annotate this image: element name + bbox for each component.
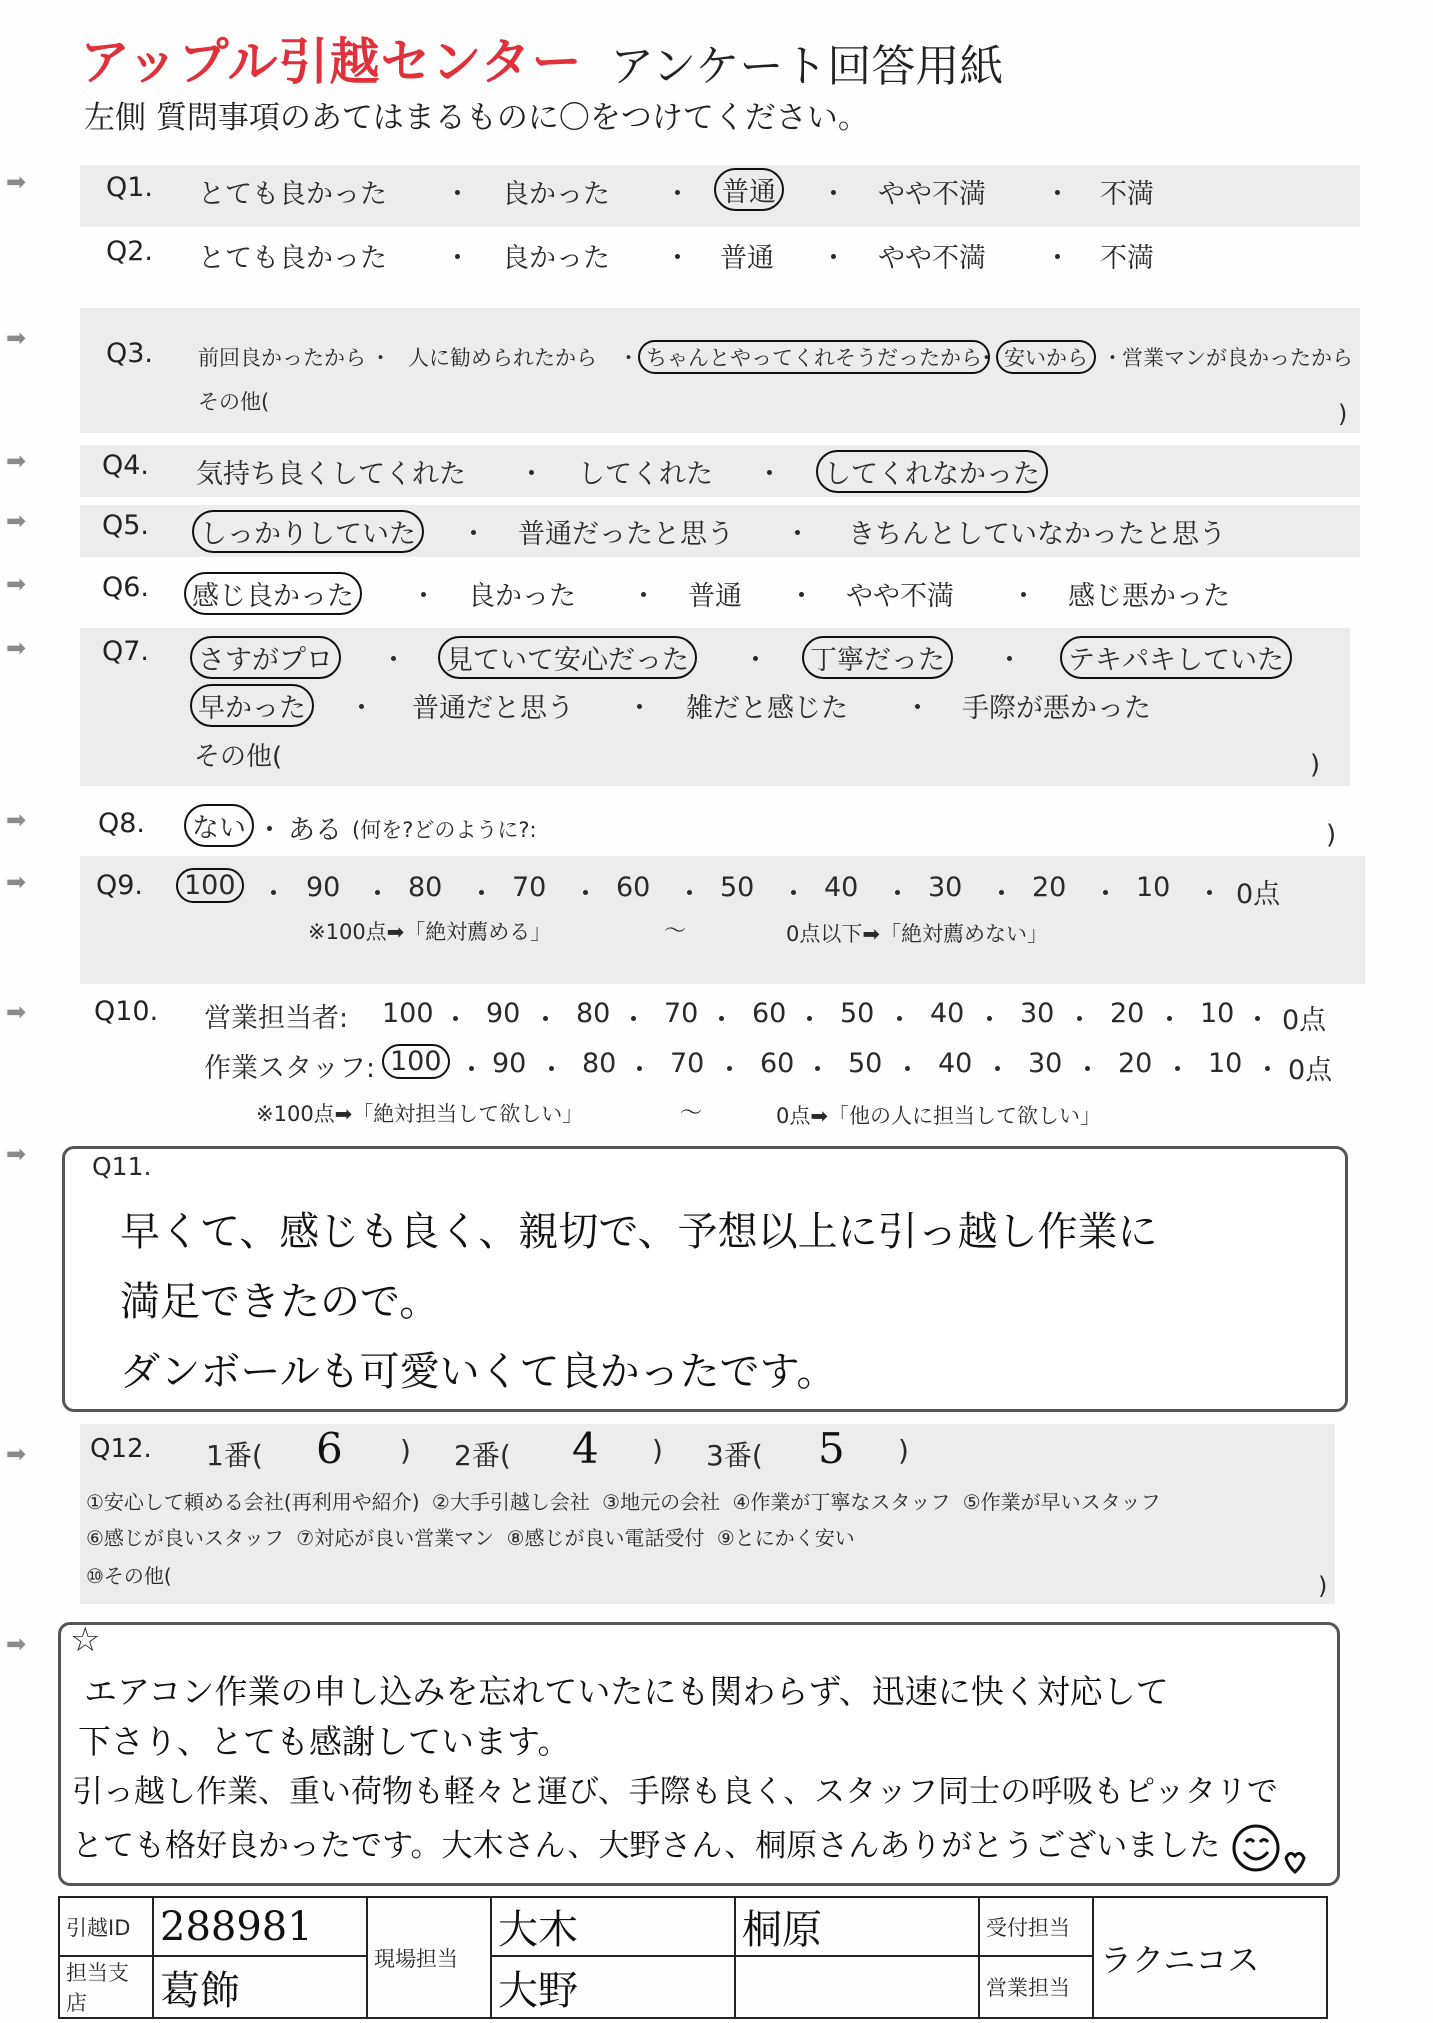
right-arrow-icon: ➡ [6, 868, 27, 896]
comment-line: 引っ越し作業、重い荷物も軽々と運び、手際も良く、スタッフ同士の呼吸もピッタリで [72, 1774, 1278, 1810]
q9-score[interactable]: 40 [824, 872, 859, 903]
q1-label: Q1. [106, 172, 154, 203]
q12-rank1-label: 1番( [206, 1439, 263, 1472]
star-icon: ☆ [70, 1620, 101, 1660]
q2-option[interactable]: 不満 [1100, 243, 1154, 274]
site-staff-1[interactable]: 大木 [491, 1897, 735, 1956]
q10-sales-score[interactable]: 90 [486, 998, 521, 1029]
q1-option[interactable]: 不満 [1100, 179, 1154, 210]
q7-close: ) [1310, 750, 1321, 780]
q10-staff-score[interactable]: 60 [760, 1048, 795, 1079]
q10-staff-score[interactable]: 50 [848, 1048, 883, 1079]
q5-option[interactable]: きちんとしていなかったと思う [848, 519, 1226, 550]
q3-option[interactable]: 人に勧められたから [408, 346, 597, 370]
instruction: 左側 質問事項のあてはまるものに〇をつけてください。 [84, 100, 869, 136]
q7-option-selected[interactable]: 丁寧だった [802, 636, 953, 679]
q9-score[interactable]: 20 [1032, 872, 1067, 903]
q4-option[interactable]: してくれた [578, 459, 713, 490]
q6-option[interactable]: 感じ悪かった [1068, 581, 1230, 612]
site-staff-3[interactable]: 桐原 [735, 1897, 979, 1956]
q10-sales-score[interactable]: 60 [752, 998, 787, 1029]
q1-option[interactable]: 良かった [502, 179, 610, 210]
move-id-label: 引越ID [59, 1897, 153, 1956]
q9-score[interactable]: 60 [616, 872, 651, 903]
q3-option-selected[interactable]: 安いから [996, 340, 1096, 374]
q10-sales-score[interactable]: 0点 [1282, 1005, 1327, 1036]
q10-sales-score[interactable]: 100 [382, 998, 434, 1029]
q9-tilde: ～ [664, 919, 687, 944]
q10-staff-score[interactable]: 30 [1028, 1048, 1063, 1079]
q10-staff-label: 作業スタッフ: [204, 1053, 376, 1084]
q3-option-selected[interactable]: ちゃんとやってくれそうだったから [638, 340, 990, 374]
comment-line: エアコン作業の申し込みを忘れていたにも関わらず、迅速に快く対応して [84, 1672, 1169, 1711]
right-arrow-icon: ➡ [6, 168, 27, 196]
q11-answer-line: 満足できたので。 [120, 1279, 440, 1325]
q10-sales-score[interactable]: 40 [930, 998, 965, 1029]
q10-staff-score[interactable]: 0点 [1288, 1055, 1333, 1086]
q10-sales-score[interactable]: 10 [1200, 998, 1235, 1029]
right-arrow-icon: ➡ [6, 447, 27, 475]
q6-option-selected[interactable]: 感じ良かった [184, 572, 362, 615]
q7-option-selected[interactable]: 見ていて安心だった [438, 636, 697, 679]
q2-option[interactable]: 良かった [502, 243, 610, 274]
q10-sales-score[interactable]: 70 [664, 998, 699, 1029]
q9-score[interactable]: 80 [408, 872, 443, 903]
q7-option[interactable]: 手際が悪かった [962, 693, 1151, 724]
q7-option-selected[interactable]: さすがプロ [190, 636, 341, 679]
q12-label: Q12. [90, 1434, 152, 1464]
move-id-value[interactable]: 288981 [153, 1897, 367, 1956]
q10-note-left: ※100点➡「絶対担当して欲しい」 [256, 1102, 584, 1126]
q10-staff-score[interactable]: 90 [492, 1048, 527, 1079]
q10-staff-score[interactable]: 40 [938, 1048, 973, 1079]
right-arrow-icon: ➡ [6, 507, 27, 535]
q9-score[interactable]: 30 [928, 872, 963, 903]
q1-option-selected[interactable]: 普通 [714, 168, 784, 211]
comment-line: 下さり、とても感謝しています。 [78, 1722, 571, 1761]
q11-answer-line: 早くて、感じも良く、親切で、予想以上に引っ越し作業に [120, 1209, 1158, 1255]
reception-label: 受付担当 [979, 1897, 1093, 1956]
site-label: 現場担当 [367, 1897, 491, 2018]
q10-sales-score[interactable]: 80 [576, 998, 611, 1029]
q1-option[interactable]: とても良かった [198, 179, 387, 210]
q4-label: Q4. [102, 450, 150, 481]
right-arrow-icon: ➡ [6, 1440, 27, 1468]
q10-sales-label: 営業担当者: [204, 1003, 349, 1034]
q3-other[interactable]: その他( [198, 390, 270, 414]
q4-option[interactable]: 気持ち良くしてくれた [196, 459, 466, 490]
right-arrow-icon: ➡ [6, 634, 27, 662]
q1-option[interactable]: やや不満 [878, 179, 986, 210]
q2-label: Q2. [106, 236, 154, 267]
q10-sales-score[interactable]: 50 [840, 998, 875, 1029]
q9-note-right: 0点以下➡「絶対薦めない」 [786, 922, 1048, 946]
right-arrow-icon: ➡ [6, 806, 27, 834]
q8-option-none[interactable]: ない [184, 804, 254, 847]
q8-close: ) [1326, 820, 1337, 850]
site-staff-empty[interactable] [735, 1956, 979, 2018]
q7-option[interactable]: 普通だと思う [412, 693, 574, 724]
q9-score[interactable]: 90 [306, 872, 341, 903]
branch-value[interactable]: 葛飾 [153, 1956, 367, 2018]
q5-option-selected[interactable]: しっかりしていた [192, 510, 424, 553]
q10-staff-score[interactable]: 80 [582, 1048, 617, 1079]
q12-choices: ①安心して頼める会社(再利用や紹介) ②大手引越し会社 ③地元の会社 ④作業が丁寧なスタッフ ⑤作業が早いスタッフ [86, 1490, 1161, 1514]
q3-option[interactable]: 営業マンが良かったから [1122, 346, 1353, 370]
q9-score[interactable]: 0点 [1236, 879, 1281, 910]
q10-sales-score[interactable]: 20 [1110, 998, 1145, 1029]
q6-option[interactable]: やや不満 [846, 581, 954, 612]
q12-choices: ⑩その他( [86, 1564, 172, 1588]
q12-choices: ⑥感じが良いスタッフ ⑦対応が良い営業マン ⑧感じが良い電話受付 ⑨とにかく安い [86, 1526, 855, 1550]
q7-other[interactable]: その他( [194, 742, 283, 772]
right-arrow-icon: ➡ [6, 998, 27, 1026]
q2-option[interactable]: 普通 [720, 243, 774, 274]
q9-score[interactable]: 70 [512, 872, 547, 903]
q12-close: ) [1318, 1572, 1328, 1600]
q11-label: Q11. [92, 1152, 152, 1181]
sales-label: 営業担当 [979, 1956, 1093, 2018]
q9-score-selected[interactable]: 100 [176, 868, 244, 903]
comment-line: とても格好良かったです。大木さん、大野さん、桐原さんありがとうございました [72, 1828, 1221, 1864]
q2-option[interactable]: やや不満 [878, 243, 986, 274]
q3-label: Q3. [106, 338, 154, 369]
q11-answer-line: ダンボールも可愛いくて良かったです。 [120, 1349, 837, 1395]
q9-note-left: ※100点➡「絶対薦める」 [308, 920, 552, 944]
q12-rank3-value[interactable]: 5 [818, 1424, 845, 1473]
q7-option[interactable]: 雑だと感じた [686, 693, 848, 724]
q8-separator: ・ [256, 815, 283, 846]
q10-note-right: 0点➡「他の人に担当して欲しい」 [776, 1104, 1101, 1128]
q8-label: Q8. [98, 808, 146, 839]
q6-label: Q6. [102, 572, 150, 603]
form-title: アンケート回答用紙 [610, 41, 1004, 92]
q9-label: Q9. [96, 870, 144, 901]
q12-rank3-label: 3番( [706, 1439, 763, 1472]
q3-close: ) [1338, 400, 1348, 428]
right-arrow-icon: ➡ [6, 324, 27, 352]
q10-staff-score[interactable]: 20 [1118, 1048, 1153, 1079]
q7-option-selected[interactable]: 早かった [190, 684, 314, 727]
right-arrow-icon: ➡ [6, 570, 27, 598]
q5-option[interactable]: 普通だったと思う [518, 519, 734, 550]
q12-rank1-value[interactable]: 6 [316, 1424, 343, 1473]
q8-hint: (何を?どのように?: [352, 818, 537, 842]
q10-staff-score[interactable]: 10 [1208, 1048, 1243, 1079]
q10-sales-score[interactable]: 30 [1020, 998, 1055, 1029]
q10-tilde: ～ [680, 1101, 703, 1126]
q6-option[interactable]: 良かった [468, 581, 576, 612]
q6-option[interactable]: 普通 [688, 581, 742, 612]
reception-value[interactable]: ラクニコス [1093, 1897, 1327, 2018]
q9-score[interactable]: 10 [1136, 872, 1171, 903]
right-arrow-icon: ➡ [6, 1140, 27, 1168]
branch-label: 担当支店 [59, 1956, 153, 2018]
company-name: アップル引越センター [80, 33, 583, 91]
q9-score[interactable]: 50 [720, 872, 755, 903]
q7-label: Q7. [102, 636, 150, 667]
q12-rank2-value[interactable]: 4 [572, 1424, 599, 1473]
q10-staff-score-selected[interactable]: 100 [382, 1044, 450, 1079]
right-arrow-icon: ➡ [6, 1630, 27, 1658]
q12-rank3-close: ) [898, 1434, 909, 1467]
staff-table [58, 1896, 1328, 2019]
q12-rank2-label: 2番( [454, 1439, 511, 1472]
site-staff-2[interactable]: 大野 [491, 1956, 735, 2018]
q7-option-selected[interactable]: テキパキしていた [1060, 636, 1292, 679]
q5-label: Q5. [102, 510, 150, 541]
q3-option[interactable]: 前回良かったから [198, 346, 366, 370]
q10-staff-score[interactable]: 70 [670, 1048, 705, 1079]
q4-option-selected[interactable]: してくれなかった [816, 450, 1048, 493]
q2-option[interactable]: とても良かった [198, 243, 387, 274]
q10-label: Q10. [94, 996, 159, 1027]
q12-rank1-close: ) [400, 1434, 411, 1467]
smiley-icon [1226, 1820, 1306, 1876]
q8-option-some[interactable]: ある [288, 815, 342, 846]
q12-rank2-close: ) [652, 1434, 663, 1467]
